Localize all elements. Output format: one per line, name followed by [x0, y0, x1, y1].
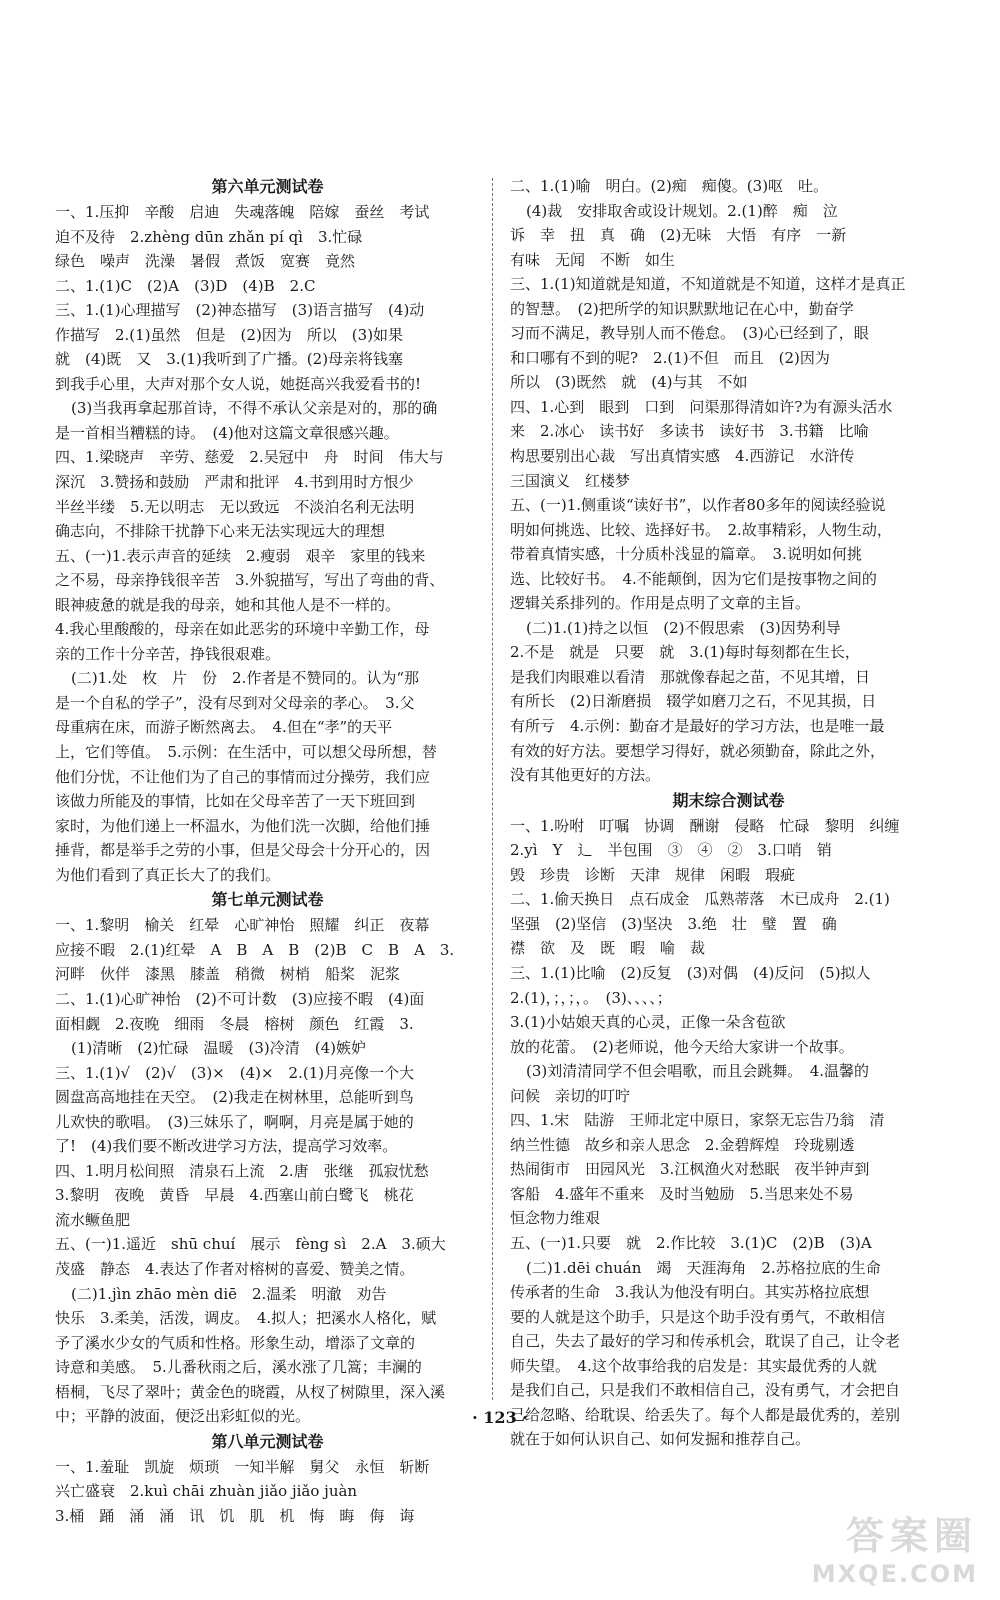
answer-line: 二、1.(1)心旷神怡 (2)不可计数 (3)应接不暇 (4)面: [55, 989, 425, 1008]
answer-line: 兴亡盛衰 2.kuì chāi zhuàn jiǎo jiǎo juàn: [55, 1482, 358, 1501]
section-title: 第六单元测试卷: [211, 177, 324, 196]
answer-line: (4)裁 安排取舍或设计规划。2.(1)醉 痴 泣: [526, 201, 838, 220]
answer-line: 热闹街市 田园风光 3.江枫渔火对愁眠 夜半钟声到: [510, 1160, 870, 1179]
answer-line: 来 2.冰心 读书好 多读书 读好书 3.书籍 比喻: [510, 422, 869, 441]
answer-line: 所以 (3)既然 就 (4)与其 不如: [510, 373, 748, 392]
answer-line: 四、1.心到 眼到 口到 问渠那得清如许?为有源头活水: [510, 397, 893, 416]
answer-line: 逻辑关系排列的。作用是点明了文章的主旨。: [510, 594, 811, 613]
answer-line: 中；平静的波面，便泛出彩虹似的光。: [55, 1407, 311, 1426]
answer-line: 到我手心里，大声对那个女人说，她挺高兴我爱看书的!: [55, 374, 422, 393]
answer-line: 三、1.(1)心理描写 (2)神态描写 (3)语言描写 (4)动: [55, 301, 425, 320]
answer-line: 捶背，都是举手之劳的小事，但是父母会十分开心的，因: [55, 841, 431, 860]
answer-line: 明如何挑选、比较、选择好书。 2.故事精彩，人物生动，: [510, 520, 892, 539]
answer-line: 师失望。 4.这个故事给我的启发是：其实最优秀的人就: [510, 1356, 877, 1375]
answer-line: 三、1.(1)知道就是知道，不知道就是不知道，这样才是真正: [510, 275, 906, 294]
answer-line: 没有其他更好的方法。: [510, 766, 661, 785]
answer-line: 予了溪水少女的气质和性格。形象生动，增添了文章的: [55, 1333, 416, 1352]
answer-line: 2.yì Y 辶 半包围 ③ ④ ② 3.口哨 销: [510, 841, 832, 860]
answer-line: 他们分忧，不让他们为了自己的事情而过分操劳，我们应: [55, 767, 431, 786]
answer-line: 和口哪有不到的呢? 2.(1)不但 而且 (2)因为: [510, 348, 830, 367]
answer-line: 五、(一)1.遥近 shū chuí 展示 fèng sì 2.A 3.硕大: [55, 1235, 446, 1254]
answer-line: 自己，失去了最好的学习和传承机会，耽误了自己，让令老: [510, 1332, 901, 1351]
section-title: 第七单元测试卷: [211, 890, 324, 910]
answer-line: 面相觑 2.夜晚 细雨 冬晨 榕树 颜色 红霞 3.: [55, 1014, 414, 1033]
answer-line: 纳兰性德 故乡和亲人思念 2.金碧辉煌 玲珑剔透: [510, 1135, 855, 1154]
answer-line: 上，它们等值。 5.示例：在生活中，可以想父母所想，替: [55, 743, 437, 762]
answer-line: 一、1.压抑 辛酸 启迪 失魂落魄 陪嫁 蚕丝 考试: [55, 203, 430, 221]
answer-line: 襟 欲 及 既 暇 喻 裁: [510, 939, 706, 958]
answer-line: 恒念物力维艰: [510, 1209, 601, 1228]
answer-line: 二、1.(1)C (2)A (3)D (4)B 2.C: [55, 276, 316, 295]
answer-line: 茂盛 静态 4.表达了作者对榕树的喜爱、赞美之情。: [55, 1259, 415, 1278]
answer-line: 该做力所能及的事情，比如在父母辛苦了一天下班回到: [55, 792, 416, 811]
answer-line: 亲的工作十分辛苦，挣钱很艰难。: [55, 644, 281, 663]
watermark-title: 答案圈: [845, 1514, 978, 1558]
answer-line: 圆盘高高地挂在天空。 (2)我走在树林里，总能听到鸟: [55, 1088, 414, 1107]
watermark-logo: [812, 1505, 978, 1588]
answer-line: 绿色 噪声 洗澡 暑假 煮饭 宽赛 竟然: [55, 252, 356, 271]
page-number: · 123 ·: [472, 1408, 528, 1427]
answer-line: 四、1.明月松间照 清泉石上流 2.唐 张继 孤寂忧愁: [55, 1161, 429, 1180]
answer-line: 构思要别出心裁 写出真情实感 4.西游记 水浒传: [510, 447, 855, 466]
answer-line: 是我们自己，只是我们不敢相信自己，没有勇气，才会把自: [510, 1381, 901, 1400]
answer-line: 毁 珍贵 诊断 天津 规律 闲暇 瑕疵: [510, 865, 796, 884]
watermark-url: MXQE.COM: [811, 1560, 978, 1588]
answer-line: 五、(一)1.只要 就 2.作比较 3.(1)C (2)B (3)A: [510, 1233, 872, 1252]
answer-line: 三、1.(1)比喻 (2)反复 (3)对偶 (4)反问 (5)拟人: [510, 963, 871, 982]
column-divider: [492, 178, 493, 1400]
answer-line: 为他们看到了真正长大了的我们。: [55, 865, 281, 884]
answer-line: 三、1.(1)√ (2)√ (3)× (4)× 2.(1)月亮像一个大: [55, 1063, 415, 1082]
answer-line: 五、(一)1.表示声音的延续 2.瘦弱 艰辛 家里的钱来: [55, 546, 426, 565]
answer-line: 二、1.(1)喻 明白。(2)痴 痴傻。(3)呕 吐。: [510, 177, 829, 195]
answer-line: 选、比较好书。 4.不能颠倒，因为它们是按事物之间的: [510, 569, 877, 588]
section-title: 第八单元测试卷: [211, 1431, 324, 1451]
answer-line: 是我们肉眼难以看清 那就像春起之苗，不见其增，日: [510, 667, 871, 686]
answer-line: 的智慧。 (2)把所学的知识默默地记在心中，勤奋学: [510, 299, 854, 318]
answer-line: 应接不暇 2.(1)红晕 A B A B (2)B C B A 3.: [55, 940, 455, 959]
answer-line: 诗意和美感。 5.儿番秋雨之后，溪水涨了几篙；丰澜的: [55, 1358, 422, 1377]
answer-line: 就 (4)既 又 3.(1)我听到了广播。(2)母亲将钱塞: [55, 350, 404, 369]
answer-line: 之不易，母亲挣钱很辛苦 3.外貌描写，写出了弯曲的背、: [55, 571, 445, 590]
answer-line: 了! (4)我们要不断改进学习方法，提高学习效率。: [55, 1137, 398, 1156]
answer-line: 习而不满足，教导别人而不倦怠。 (3)心已经到了，眼: [510, 324, 869, 343]
answer-line: 2.(1)，；，；，。 (3)、、、、；: [510, 988, 672, 1007]
answer-line: (3)刘清清同学不但会唱歌，而且会跳舞。 4.温馨的: [526, 1062, 870, 1081]
answer-line: 有所长 (2)日渐磨损 辍学如磨刀之石，不见其损，日: [510, 692, 877, 711]
answer-line: 是一首相当糟糕的诗。 (4)他对这篇文章很感兴趣。: [55, 423, 399, 442]
answer-line: 己给忽略、给耽误、给丢失了。每个人都是最优秀的，差别: [510, 1405, 901, 1424]
answer-line: 有所亏 4.示例：勤奋才是最好的学习方法，也是唯一最: [510, 717, 885, 736]
answer-line: 河畔 伙伴 漆黑 膝盖 稍微 树梢 船桨 泥浆: [55, 965, 401, 984]
answer-line: 2.不是 就是 只要 就 3.(1)每时每刻都在生长，: [510, 643, 860, 662]
answer-line: 一、1.吩咐 叮嘱 协调 酬谢 侵略 忙碌 黎明 纠缠: [510, 816, 900, 835]
answer-line: 有效的好方法。要想学习得好，就必须勤奋，除此之外，: [510, 741, 886, 760]
answer-line: 3.黎明 夜晚 黄昏 早晨 4.西塞山前白鹭飞 桃花: [55, 1186, 414, 1205]
answer-line: 一、1.羞耻 凯旋 烦琐 一知半解 舅父 永恒 斩断: [55, 1457, 430, 1476]
answer-line: 3.(1)小姑娘天真的心灵，正像一朵含苞欲: [510, 1013, 786, 1032]
answer-line: 4.我心里酸酸的，母亲在如此恶劣的环境中辛勤工作，母: [55, 620, 430, 639]
answer-line: 家时，为他们递上一杯温水，为他们洗一次脚，给他们捶: [55, 816, 431, 835]
answer-line: 四、1.宋 陆游 王师北定中原日，家祭无忘告乃翁 清: [510, 1111, 885, 1130]
answer-line: 一、1.黎明 榆关 红晕 心旷神怡 照耀 纠正 夜幕: [55, 916, 430, 935]
answer-line: 迫不及待 2.zhèng dūn zhǎn pí qì 3.忙碌: [55, 227, 363, 246]
left-column: [55, 174, 480, 1528]
answer-line: 传承者的生命 3.我认为他没有明白。其实苏格拉底想: [510, 1283, 870, 1302]
section-title: 期末综合测试卷: [672, 790, 785, 810]
answer-line: (二)1.(1)持之以恒 (2)不假思索 (3)因势利导: [526, 618, 841, 637]
answer-line: 作描写 2.(1)虽然 但是 (2)因为 所以 (3)如果: [55, 325, 404, 344]
answer-line: 坚强 (2)坚信 (3)坚决 3.绝 壮 璧 置 确: [510, 914, 837, 933]
answer-line: 问候 亲切的叮咛: [510, 1086, 631, 1105]
answer-line: 诉 幸 扭 真 确 (2)无味 大悟 有序 一新: [510, 226, 847, 245]
answer-line: 确志向，不排除干扰静下心来无法实现远大的理想: [55, 522, 386, 541]
answer-line: (二)1.jìn zhāo mèn diē 2.温柔 明澈 劝告: [71, 1284, 387, 1303]
answer-line: 眼神疲惫的就是我的母亲，她和其他人是不一样的。: [55, 595, 401, 614]
answer-line: 3.桶 踊 涌 涌 讯 饥 肌 机 悔 晦 侮 诲: [55, 1506, 415, 1525]
answer-line: (1)清晰 (2)忙碌 温暖 (3)冷清 (4)嫉妒: [71, 1039, 366, 1058]
answer-line: 深沉 3.赞扬和鼓励 严肃和批评 4.书到用时方恨少: [55, 473, 414, 492]
answer-line: 是一个自私的学子”，没有尽到对父母亲的孝心。 3.父: [55, 693, 415, 712]
answer-line: 放的花蕾。 (2)老师说，他今天给大家讲一个故事。: [510, 1037, 854, 1056]
answer-line: 五、(一)1.侧重谈“读好书”，以作者80多年的阅读经验说: [510, 496, 886, 515]
answer-line: (二)1.dēi chuán 竭 天涯海角 2.苏格拉底的生命: [526, 1258, 881, 1277]
answer-line: 二、1.偷天换日 点石成金 瓜熟蒂落 木已成舟 2.(1): [510, 890, 890, 909]
answer-line: 要的人就是这个助手，只是这个助手没有勇气，不敢相信: [510, 1307, 886, 1326]
answer-line: 就在于如何认识自己、如何发掘和推荐自己。: [510, 1430, 811, 1449]
answer-line: 梧桐，飞尽了翠叶；黄金色的晓霞，从杈了树隙里，深入溪: [55, 1382, 446, 1401]
answer-line: 母重病在床，而游子断然离去。 4.但在“孝”的天平: [55, 718, 393, 737]
answer-line: 四、1.梁晓声 辛劳、慈爱 2.吴冠中 舟 时间 伟大与: [55, 448, 444, 467]
answer-line: 有味 无闻 不断 如生: [510, 250, 676, 269]
right-column: [510, 174, 947, 1452]
answer-line: 客船 4.盛年不重来 及时当勉励 5.当思来处不易: [510, 1184, 854, 1203]
answer-line: 快乐 3.柔美，活泼，调皮。 4.拟人；把溪水人格化，赋: [55, 1309, 437, 1328]
answer-line: 流水鳜鱼肥: [55, 1210, 131, 1229]
answer-line: 带着真情实感，十分质朴浅显的篇章。 3.说明如何挑: [510, 545, 862, 564]
answer-line: 半丝半缕 5.无以明志 无以致远 不淡泊名利无法明: [55, 497, 415, 516]
answer-line: 儿欢快的歌唱。 (3)三妹乐了，啊啊，月亮是属于她的: [55, 1112, 414, 1131]
answer-line: (二)1.处 枚 片 份 2.作者是不赞同的。认为“那: [71, 669, 419, 688]
answer-line: 三国演义 红楼梦: [510, 471, 631, 490]
answer-line: (3)当我再拿起那首诗，不得不承认父亲是对的，那的确: [71, 399, 438, 418]
